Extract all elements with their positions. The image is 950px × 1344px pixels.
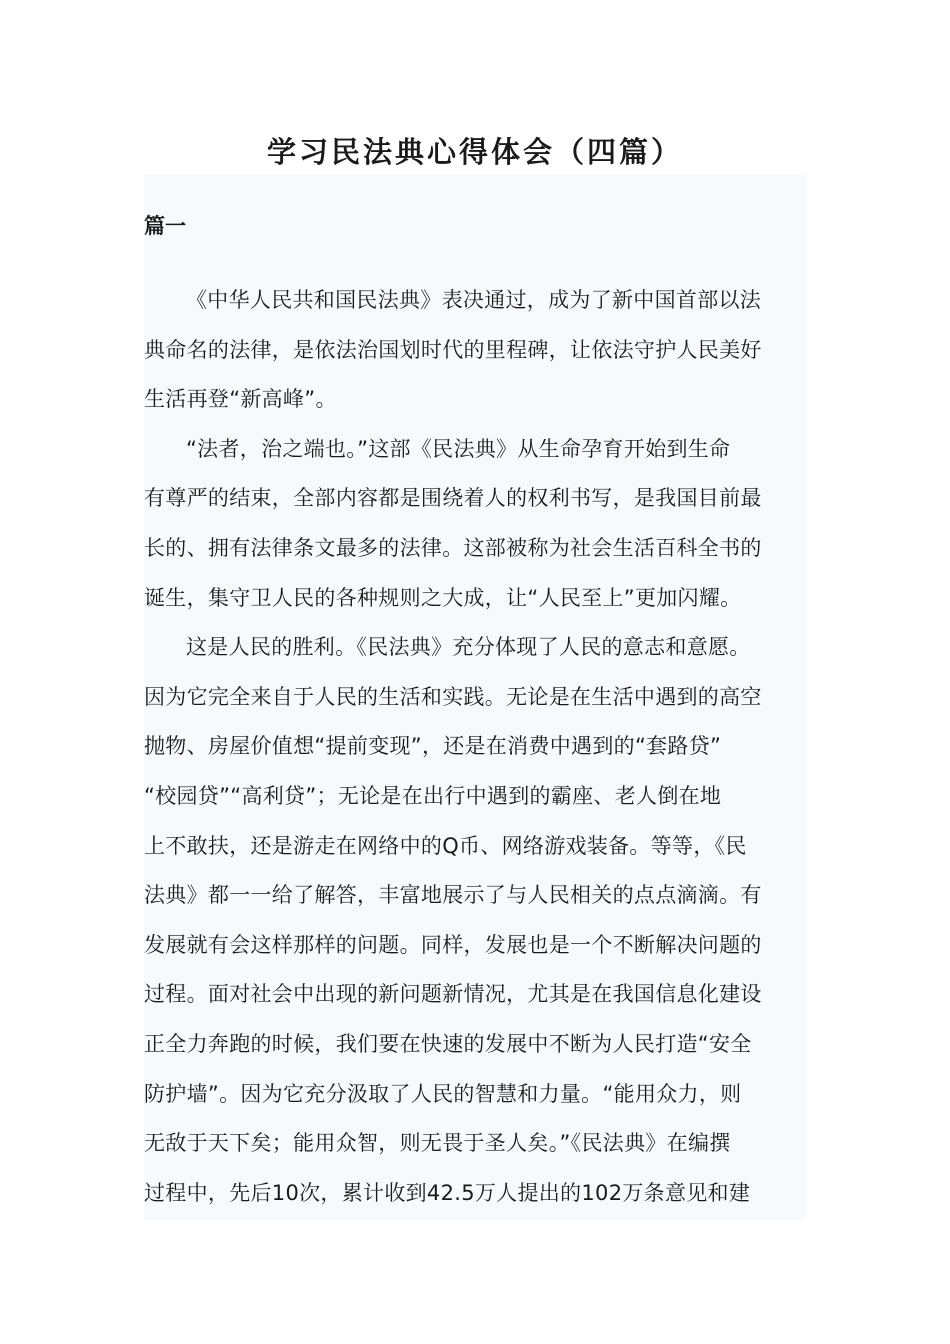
text-line: 发展就有会这样那样的问题。同样，发展也是一个不断解决问题的 (144, 932, 762, 957)
text-line: 防护墙”。因为它充分汲取了人民的智慧和力量。“能用众力，则 (144, 1081, 742, 1106)
section-heading: 篇一 (144, 214, 186, 238)
text-line: 正全力奔跑的时候，我们要在快速的发展中不断为人民打造“安全 (144, 1031, 752, 1056)
text-line: “校园贷”“高利贷”；无论是在出行中遇到的霸座、老人倒在地 (144, 783, 722, 808)
text-line: 法典》都一一给了解答，丰富地展示了与人民相关的点点滴滴。有 (144, 883, 762, 908)
text-line: 典命名的法律，是依法治国划时代的里程碑，让依法守护人民美好 (144, 337, 762, 362)
text-line: 因为它完全来自于人民的生活和实践。无论是在生活中遇到的高空 (144, 684, 762, 709)
document-title: 学习民法典心得体会（四篇） (266, 135, 683, 169)
paragraph (144, 623, 806, 1218)
text-line: 有尊严的结束，全部内容都是围绕着人的权利书写，是我国目前最 (144, 486, 762, 511)
text-line: 生活再登“新高峰”。 (144, 387, 337, 412)
text-line: 长的、拥有法律条文最多的法律。这部被称为社会生活百科全书的 (144, 535, 762, 560)
body-text (144, 276, 806, 1218)
text-line: 这是人民的胜利。《民法典》充分体现了人民的意志和意愿。 (186, 635, 751, 660)
text-line: “法者，治之端也。”这部《民法典》从生命孕育开始到生命 (186, 436, 731, 461)
text-line: 上不敢扶，还是游走在网络中的Q币、网络游戏装备。等等，《民 (144, 833, 747, 858)
paragraph (144, 276, 806, 425)
text-line: 抛物、房屋价值想“提前变现”，还是在消费中遇到的“套路贷” (144, 734, 722, 759)
text-line: 过程。面对社会中出现的新问题新情况，尤其是在我国信息化建设 (144, 982, 762, 1007)
paragraph (144, 425, 806, 623)
text-line: 诞生，集守卫人民的各种规则之大成，让“人民至上”更加闪耀。 (144, 585, 742, 610)
text-line: 《中华人民共和国民法典》表决通过，成为了新中国首部以法 (186, 288, 762, 312)
text-line: 无敌于天下矣；能用众智，则无畏于圣人矣。”《民法典》在编撰 (144, 1131, 731, 1156)
text-line: 过程中，先后10次，累计收到42.5万人提出的102万条意见和建 (144, 1180, 751, 1205)
